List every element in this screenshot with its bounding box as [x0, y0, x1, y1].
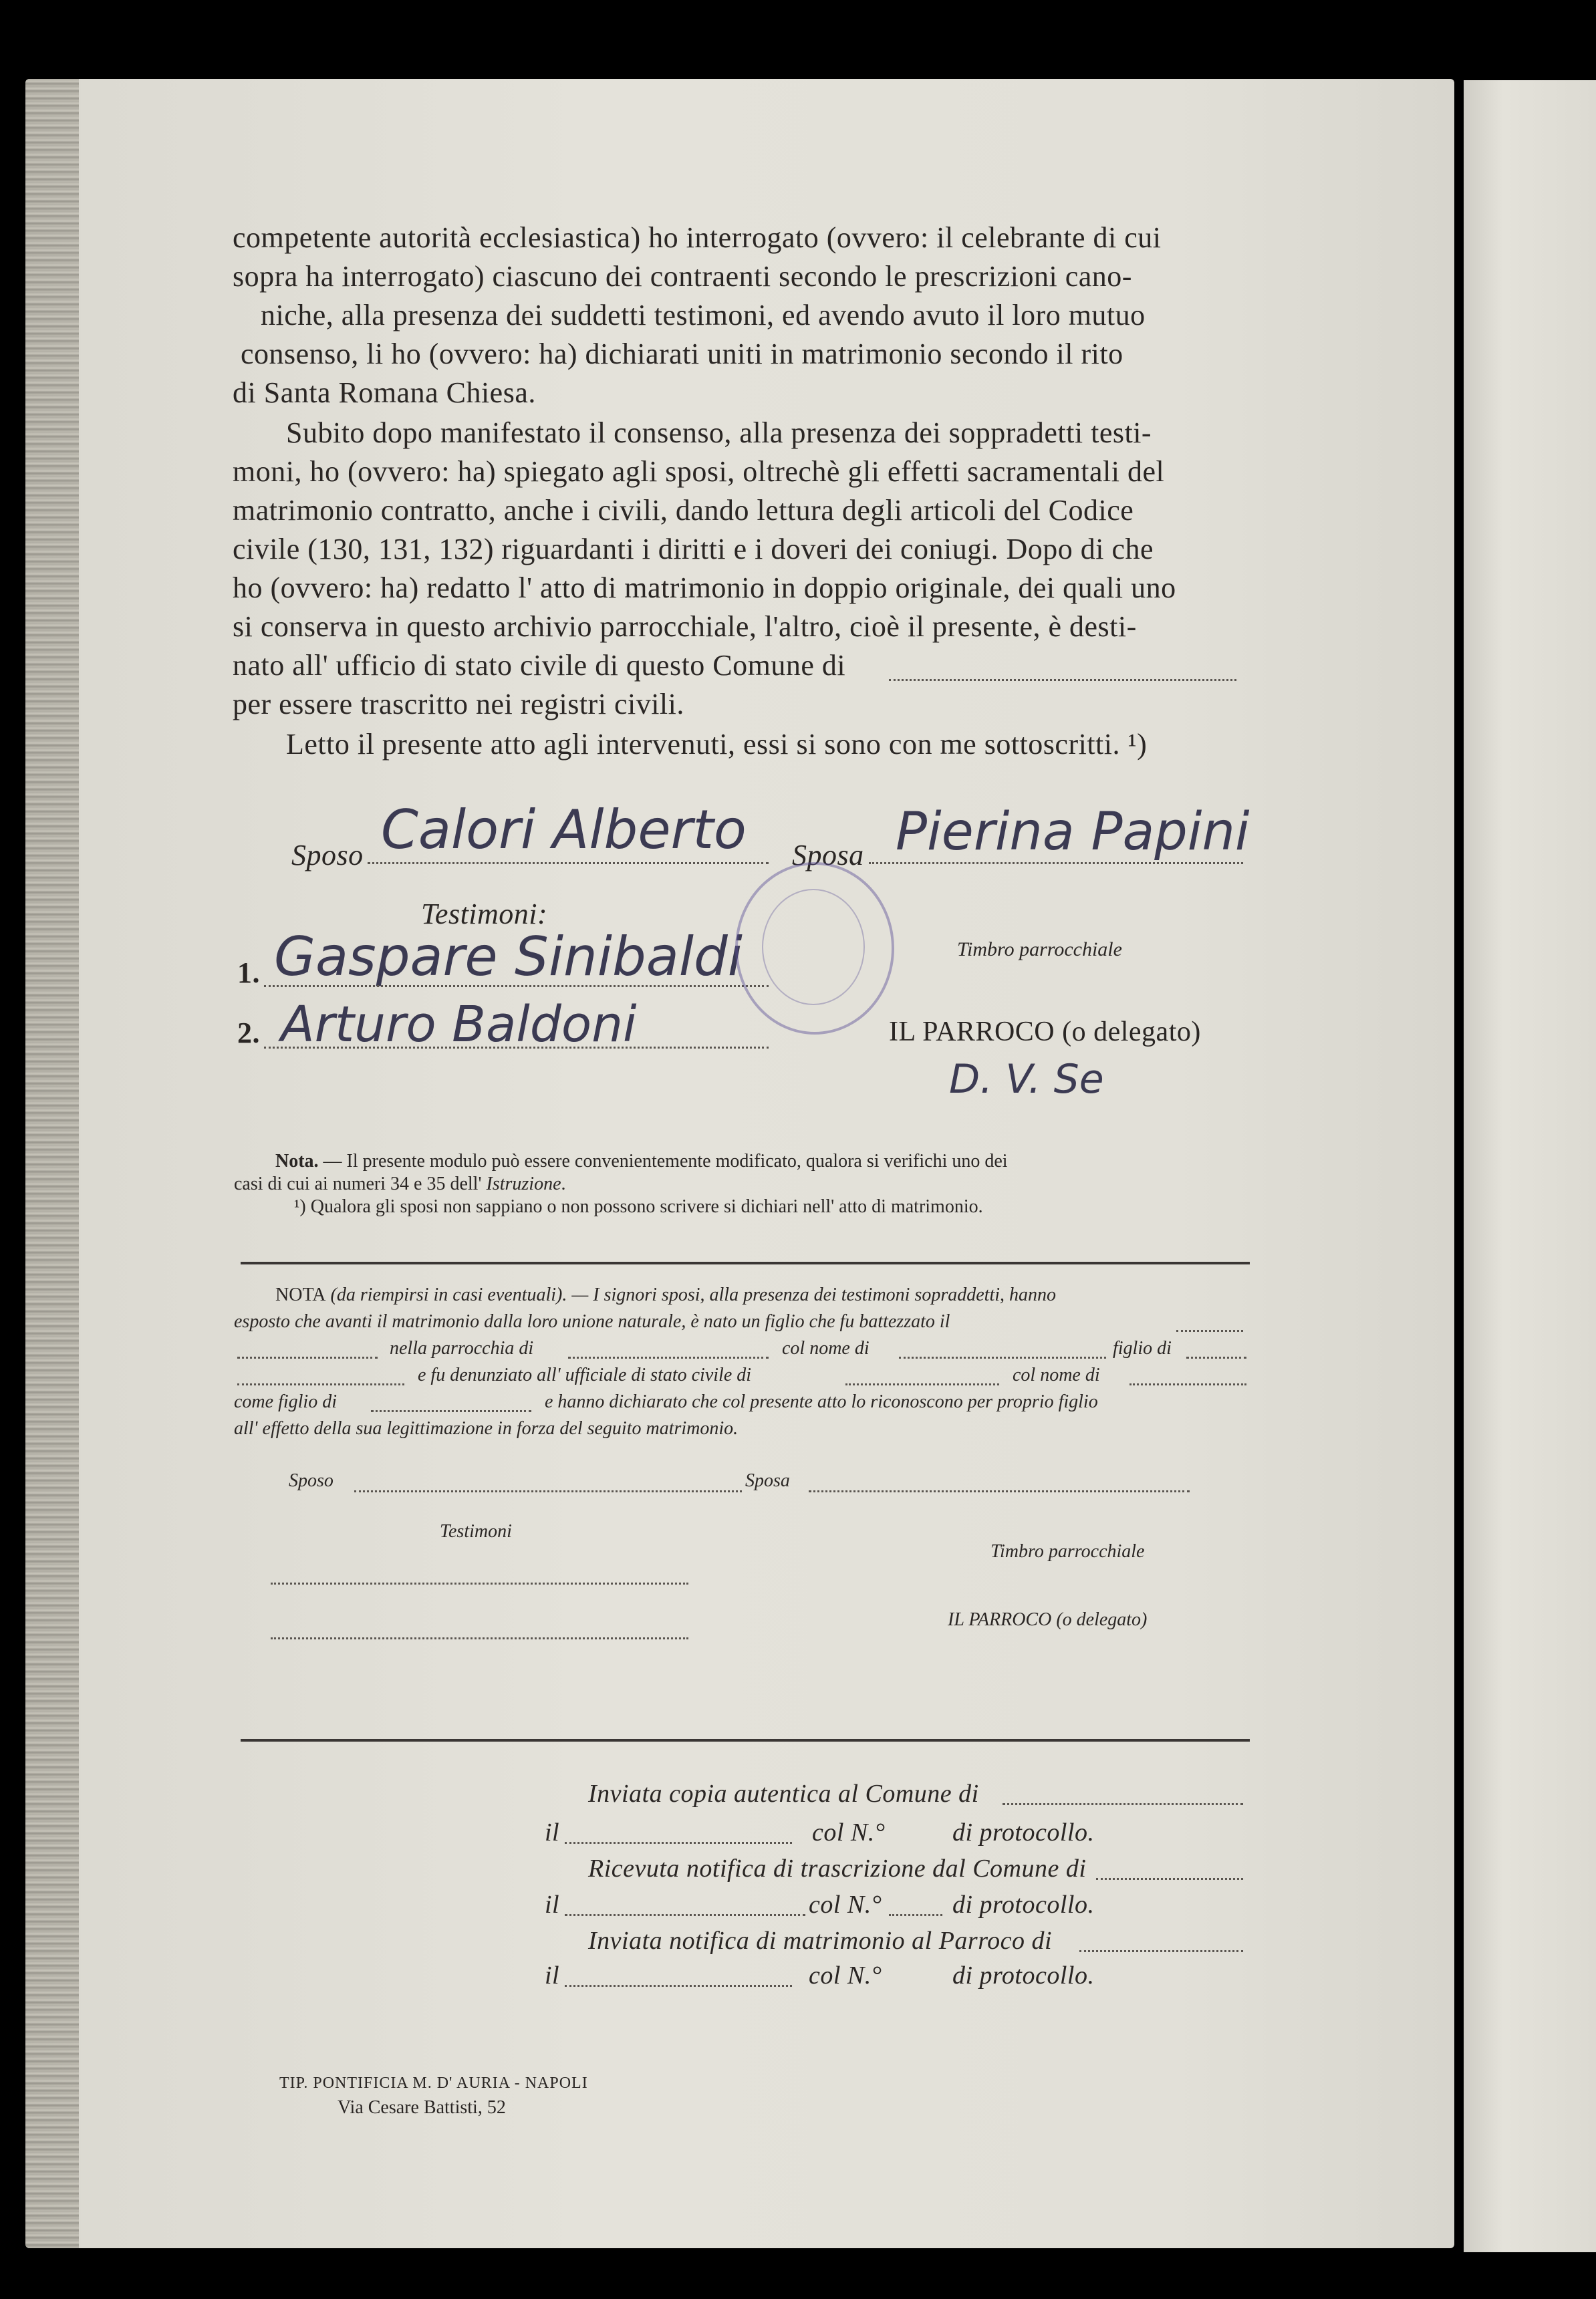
nota-eventuali-head: NOTA — [275, 1284, 326, 1305]
label: e hanno dichiarato che col presente atto lo riconoscono per proprio figlio — [545, 1391, 1098, 1412]
text-line: Subito dopo manifestato il consenso, alla presenza dei soppradetti testi- — [286, 416, 1152, 449]
parroco-label: IL PARROCO (o delegato) — [889, 1017, 1201, 1047]
witness-field-2b[interactable] — [271, 1637, 688, 1639]
footnote: ¹) Qualora gli sposi non sappiano o non possono scrivere si dichiari nell' atto di matrimonio. — [294, 1196, 983, 1217]
nota-eventuali-line-1 — [275, 1284, 1056, 1306]
copia-line-1: Inviata copia autentica al Comune di — [588, 1780, 979, 1808]
sposa-field-2[interactable] — [809, 1490, 1190, 1492]
nota-istruzione: Istruzione — [486, 1174, 561, 1194]
protocollo-label: di protocollo. — [952, 1962, 1095, 1990]
sposa-label: Sposa — [792, 839, 864, 871]
parrocchia-field[interactable] — [568, 1357, 769, 1359]
text-line: moni, ho (ovvero: ha) spiegato agli sposi, oltrechè gli effetti sacramentali del — [233, 455, 1165, 488]
protocol-number-field[interactable] — [889, 1914, 942, 1916]
col-n-label: col N.° — [809, 1891, 882, 1919]
text-line: ho (ovvero: ha) redatto l' atto di matrimonio in doppio originale, dei quali uno — [233, 571, 1176, 604]
nota-text: casi di cui ai numeri 34 e 35 dell' — [234, 1174, 487, 1194]
il-label: il — [545, 1962, 560, 1990]
col-n-label: col N.° — [809, 1962, 882, 1990]
il-label: il — [545, 1891, 560, 1919]
text-line: per essere trascritto nei registri civili. — [233, 688, 684, 720]
protocollo-label: di protocollo. — [952, 1891, 1095, 1919]
witness-2-number: 2. — [237, 1017, 260, 1049]
date-field-1[interactable] — [565, 1842, 792, 1844]
text-line: si conserva in questo archivio parrocchiale, l'altro, cioè il presente, è desti- — [233, 610, 1137, 643]
date-field-3[interactable] — [565, 1985, 792, 1987]
col-n-label: col N.° — [812, 1818, 886, 1847]
nota-eventuali-line-2: esposto che avanti il matrimonio dalla loro unione naturale, è nato un figlio che fu battezzato il — [234, 1311, 950, 1332]
label: figlio di — [1113, 1338, 1172, 1359]
page-binding — [25, 79, 79, 2248]
field[interactable] — [237, 1357, 378, 1359]
copia-line-3: Inviata notifica di matrimonio al Parroco di — [588, 1927, 1052, 1955]
sposa-label-2: Sposa — [745, 1470, 790, 1491]
nome-field[interactable] — [899, 1357, 1106, 1359]
nota-eventuali-line-6: all' effetto della sua legittimazione in forza del seguito matrimonio. — [234, 1418, 739, 1439]
comune-field[interactable] — [889, 679, 1236, 681]
text-line: consenso, li ho (ovvero: ha) dichiarati uniti in matrimonio secondo il rito — [241, 337, 1123, 370]
il-label: il — [545, 1818, 560, 1847]
figlio-di-field[interactable] — [371, 1410, 531, 1412]
label: col nome di — [1013, 1365, 1100, 1385]
label: e fu denunziato all' ufficiale di stato civile di — [418, 1365, 752, 1385]
nota-line-2 — [234, 1174, 566, 1195]
sposo-label-2: Sposo — [289, 1470, 334, 1491]
stato-civile-field[interactable] — [845, 1383, 999, 1385]
parroco-signature: D. V. Se — [949, 1056, 1104, 1103]
text-line: matrimonio contratto, anche i civili, dando lettura degli articoli del Codice — [233, 494, 1134, 527]
text-line: niche, alla presenza dei suddetti testimoni, ed avendo avuto il loro mutuo — [261, 299, 1146, 331]
text-line: civile (130, 131, 132) riguardanti i diritti e i doveri dei coniugi. Dopo di che — [233, 533, 1154, 565]
sposo-field[interactable] — [368, 862, 769, 864]
sposo-field-2[interactable] — [354, 1490, 742, 1492]
nota-line-1 — [275, 1151, 1008, 1172]
text-line: nato all' ufficio di stato civile di questo Comune di — [233, 649, 846, 682]
protocollo-label: di protocollo. — [952, 1818, 1095, 1847]
witness-2-signature: Arturo Baldoni — [281, 996, 637, 1053]
witness-2-field[interactable] — [264, 1047, 769, 1049]
testimoni-label-2: Testimoni — [440, 1521, 512, 1542]
sposo-signature: Calori Alberto — [381, 799, 747, 861]
nome-field-2[interactable] — [1129, 1383, 1246, 1385]
nota-text: — Il presente modulo può essere convenientemente modificato, qualora si verifichi uno dei — [318, 1151, 1008, 1172]
sposa-field[interactable] — [869, 862, 1243, 864]
printer-line-2: Via Cesare Battisti, 52 — [338, 2097, 506, 2118]
text-line: di Santa Romana Chiesa. — [233, 376, 536, 409]
nota-bold: Nota. — [275, 1151, 319, 1172]
field[interactable] — [237, 1383, 404, 1385]
sposa-signature: Pierina Papini — [896, 802, 1250, 862]
sposo-label: Sposo — [291, 839, 364, 871]
date-field-2[interactable] — [565, 1914, 805, 1916]
text-line: sopra ha interrogato) ciascuno dei contraenti secondo le prescrizioni cano- — [233, 260, 1132, 293]
witness-field-2a[interactable] — [271, 1583, 688, 1585]
witness-1-signature: Gaspare Sinibaldi — [274, 926, 743, 988]
comune-field-3[interactable] — [1096, 1878, 1243, 1880]
date-field[interactable] — [1176, 1330, 1243, 1332]
label: nella parrocchia di — [390, 1338, 534, 1359]
adjacent-page — [1464, 80, 1596, 2252]
nota-text: . — [561, 1174, 566, 1194]
printer-line-1: TIP. PONTIFICIA M. D' AURIA - NAPOLI — [279, 2074, 588, 2092]
parish-stamp-inner — [762, 889, 865, 1005]
testimoni-label: Testimoni: — [421, 898, 548, 930]
comune-field-2[interactable] — [1003, 1803, 1243, 1805]
parroco-label-2: IL PARROCO (o delegato) — [948, 1609, 1148, 1630]
nota-eventuali-text: (da riempirsi in casi eventuali). — I signori sposi, alla presenza dei testimoni sopraddetti, hanno — [325, 1284, 1056, 1305]
text-line: competente autorità ecclesiastica) ho interrogato (ovvero: il celebrante di cui — [233, 221, 1162, 254]
divider — [241, 1262, 1250, 1264]
witness-1-number: 1. — [237, 956, 260, 989]
witness-1-field[interactable] — [264, 985, 769, 987]
copia-line-2: Ricevuta notifica di trascrizione dal Comune di — [588, 1855, 1087, 1883]
divider-2 — [241, 1739, 1250, 1742]
figlio-field[interactable] — [1186, 1357, 1246, 1359]
paragraph-3: Letto il presente atto agli intervenuti, essi si sono con me sottoscritti. ¹) — [286, 728, 1148, 761]
label: come figlio di — [234, 1391, 337, 1412]
timbro-label-2: Timbro parrocchiale — [990, 1541, 1145, 1562]
timbro-label: Timbro parrocchiale — [957, 938, 1122, 960]
parroco-field[interactable] — [1079, 1950, 1243, 1952]
label: col nome di — [782, 1338, 870, 1359]
